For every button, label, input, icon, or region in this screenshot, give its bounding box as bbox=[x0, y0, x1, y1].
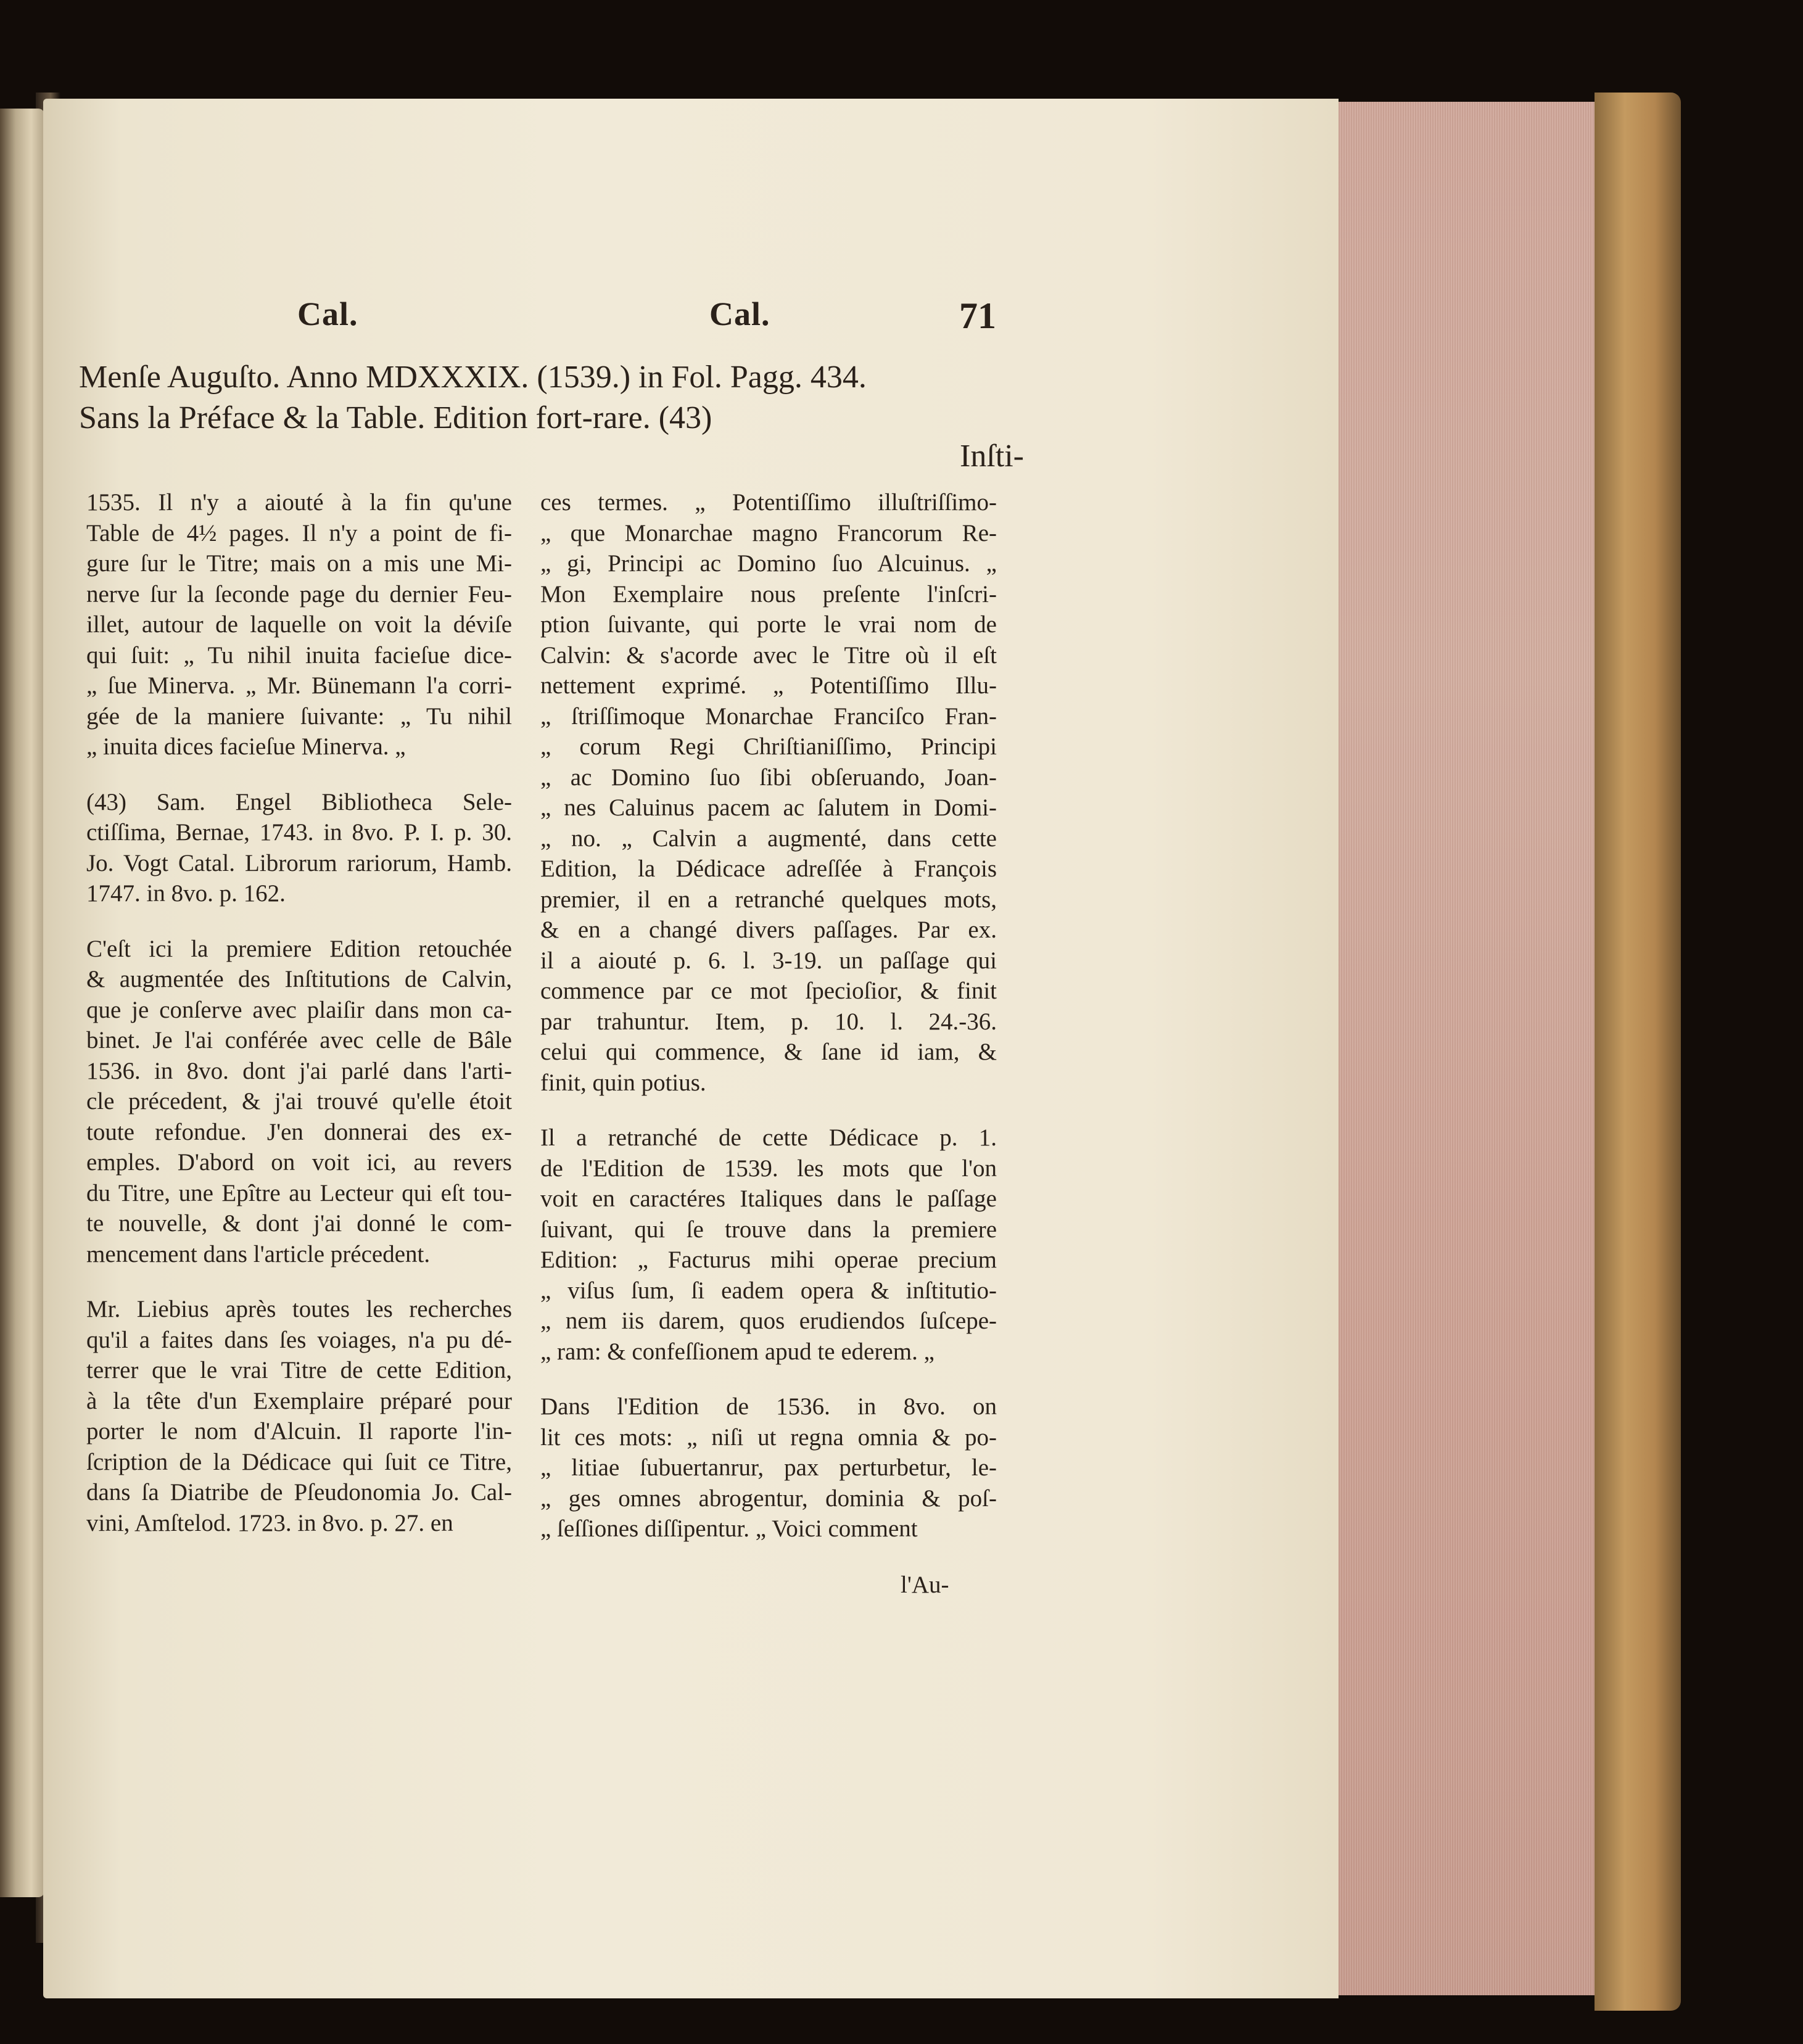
text-line: Dans l'Edition de 1536. in 8vo. on bbox=[540, 1393, 997, 1420]
text-line: „ ges omnes abrogentur, dominia & poſ- bbox=[540, 1485, 997, 1512]
text-line: voit en caractéres Italiques dans le paſſage bbox=[540, 1185, 997, 1212]
text-line: „ viſus ſum, ſi eadem opera & inſtitutio- bbox=[540, 1277, 997, 1304]
text-line: Edition, la Dédicace adreſſée à François bbox=[540, 855, 997, 882]
text-line: Il a retranché de cette Dédicace p. 1. bbox=[540, 1124, 997, 1151]
page-block-fore-edge bbox=[1335, 102, 1603, 1995]
text-line: gée de la maniere ſuivante: „ Tu nihil bbox=[86, 703, 512, 730]
text-line: vini, Amſtelod. 1723. in 8vo. p. 27. en bbox=[86, 1509, 453, 1536]
text-line: „ gi, Principi ac Domino ſuo Alcuinus. „ bbox=[540, 550, 997, 577]
text-line: que je conſerve avec plaiſir dans mon ca- bbox=[86, 996, 512, 1023]
text-line: „ no. „ Calvin a augmenté, dans cette bbox=[540, 825, 997, 852]
text-line: ces termes. „ Potentiſſimo illuſtriſſimo- bbox=[540, 489, 997, 516]
text-line: emples. D'abord on voit ici, au revers bbox=[86, 1149, 512, 1176]
running-head-left: Cal. bbox=[297, 295, 358, 332]
previous-page-edge bbox=[0, 109, 44, 1897]
paragraph bbox=[540, 1391, 997, 1544]
text-line: „ que Monarchae magno Francorum Re- bbox=[540, 519, 997, 546]
text-line: cle précedent, & j'ai trouvé qu'elle étoit bbox=[86, 1088, 512, 1115]
text-line: „ litiae ſubuertanrur, pax perturbetur, le- bbox=[540, 1454, 997, 1481]
text-line: gure ſur le Titre; mais on a mis une Mi- bbox=[86, 550, 512, 577]
title-continuation-line: Menſe Auguſto. Anno MDXXXIX. (1539.) in Fol. Pagg. 434. bbox=[79, 360, 867, 395]
paragraph bbox=[540, 1123, 997, 1367]
right-text-column bbox=[540, 487, 997, 1569]
text-line: il a aiouté p. 6. l. 3-19. un paſſage qui bbox=[540, 947, 997, 974]
text-line: Jo. Vogt Catal. Librorum rariorum, Hamb. bbox=[86, 849, 512, 876]
paragraph bbox=[86, 487, 512, 762]
text-line: C'eſt ici la premiere Edition retouchée bbox=[86, 935, 512, 962]
text-line: 1536. in 8vo. dont j'ai parlé dans l'arti- bbox=[86, 1057, 512, 1084]
paragraph bbox=[86, 934, 512, 1270]
text-line: & en a changé divers paſſages. Par ex. bbox=[540, 917, 997, 943]
text-line: nettement exprimé. „ Potentiſſimo Illu- bbox=[540, 672, 997, 699]
text-line: toute refondue. J'en donnerai des ex- bbox=[86, 1118, 512, 1145]
text-line: ctiſſima, Bernae, 1743. in 8vo. P. I. p. 30. bbox=[86, 819, 512, 846]
text-line: 1747. in 8vo. p. 162. bbox=[86, 880, 286, 907]
text-line: „ ſeſſiones diſſipentur. „ Voici comment bbox=[540, 1515, 918, 1542]
text-line: 1535. Il n'y a aiouté à la fin qu'une bbox=[86, 489, 512, 516]
text-line: binet. Je l'ai conférée avec celle de Bâle bbox=[86, 1027, 512, 1053]
text-line: terrer que le vrai Titre de cette Edition, bbox=[86, 1357, 512, 1383]
text-line: Calvin: & s'acorde avec le Titre où il eſt bbox=[540, 641, 997, 669]
text-line: nerve ſur la ſeconde page du dernier Feu- bbox=[86, 580, 512, 608]
text-line: commence par ce mot ſpecioſior, & finit bbox=[540, 978, 997, 1004]
paragraph bbox=[540, 487, 997, 1098]
text-line: „ inuita dices facieſue Minerva. „ bbox=[86, 733, 406, 760]
text-line: ſcription de la Dédicace qui ſuit ce Titre, bbox=[86, 1448, 512, 1475]
text-line: premier, il en a retranché quelques mots, bbox=[540, 886, 997, 913]
text-line: „ ſtriſſimoque Monarchae Franciſco Fran- bbox=[540, 703, 997, 730]
text-line: mencement dans l'article précedent. bbox=[86, 1240, 431, 1267]
text-line: „ nem iis darem, quos erudiendos ſuſcepe- bbox=[540, 1308, 997, 1334]
text-line: Mr. Liebius après toutes les recherches bbox=[86, 1296, 512, 1322]
paragraph bbox=[86, 787, 512, 909]
text-line: „ ſue Minerva. „ Mr. Bünemann l'a corri- bbox=[86, 672, 512, 699]
text-line: illet, autour de laquelle on voit la déviſe bbox=[86, 611, 512, 638]
text-line: à la tête d'un Exemplaire préparé pour bbox=[86, 1387, 512, 1414]
text-line: „ nes Caluinus pacem ac ſalutem in Domi- bbox=[540, 794, 997, 821]
text-line: „ ac Domino ſuo ſibi obſeruando, Joan- bbox=[540, 764, 997, 791]
text-line: Table de 4½ pages. Il n'y a point de fi- bbox=[86, 519, 512, 546]
text-line: lit ces mots: „ niſi ut regna omnia & po- bbox=[540, 1424, 997, 1451]
text-line: (43) Sam. Engel Bibliotheca Sele- bbox=[86, 788, 512, 815]
text-line: du Titre, une Epître au Lecteur qui eſt tou- bbox=[86, 1179, 512, 1206]
running-head-right: Cal. bbox=[709, 295, 770, 332]
text-line: dans ſa Diatribe de Pſeudonomia Jo. Cal- bbox=[86, 1479, 512, 1506]
text-line: finit, quin potius. bbox=[540, 1069, 706, 1096]
text-line: ſuivant, qui ſe trouve dans la premiere bbox=[540, 1216, 997, 1243]
text-line: ption ſuivante, qui porte le vrai nom de bbox=[540, 611, 997, 638]
text-line: & augmentée des Inſtitutions de Calvin, bbox=[86, 966, 512, 992]
paragraph bbox=[86, 1294, 512, 1538]
page-number: 71 bbox=[959, 295, 996, 336]
leather-cover-board bbox=[1595, 93, 1681, 2011]
text-line: te nouvelle, & dont j'ai donné le com- bbox=[86, 1210, 512, 1237]
text-line: celui qui commence, & ſane id iam, & bbox=[540, 1039, 997, 1065]
title-continuation-line: Sans la Préface & la Table. Edition fort-rare. (43) bbox=[79, 400, 712, 435]
left-text-column bbox=[86, 487, 512, 1563]
text-line: Edition: „ Facturus mihi operae precium bbox=[540, 1247, 997, 1273]
text-line: „ ram: & confeſſionem apud te ederem. „ bbox=[540, 1338, 935, 1365]
text-line: qui ſuit: „ Tu nihil inuita facieſue dice- bbox=[86, 641, 512, 669]
catchword: l'Au- bbox=[901, 1572, 949, 1598]
text-line: Mon Exemplaire nous preſente l'inſcri- bbox=[540, 580, 997, 608]
text-line: porter le nom d'Alcuin. Il raporte l'in- bbox=[86, 1418, 512, 1444]
text-line: qu'il a faites dans ſes voiages, n'a pu dé- bbox=[86, 1326, 512, 1353]
text-line: de l'Edition de 1539. les mots que l'on bbox=[540, 1155, 997, 1182]
text-line: par trahuntur. Item, p. 10. l. 24.-36. bbox=[540, 1008, 997, 1035]
title-catchword: Inſti- bbox=[960, 439, 1024, 474]
text-line: „ corum Regi Chriſtianiſſimo, Principi bbox=[540, 733, 997, 760]
